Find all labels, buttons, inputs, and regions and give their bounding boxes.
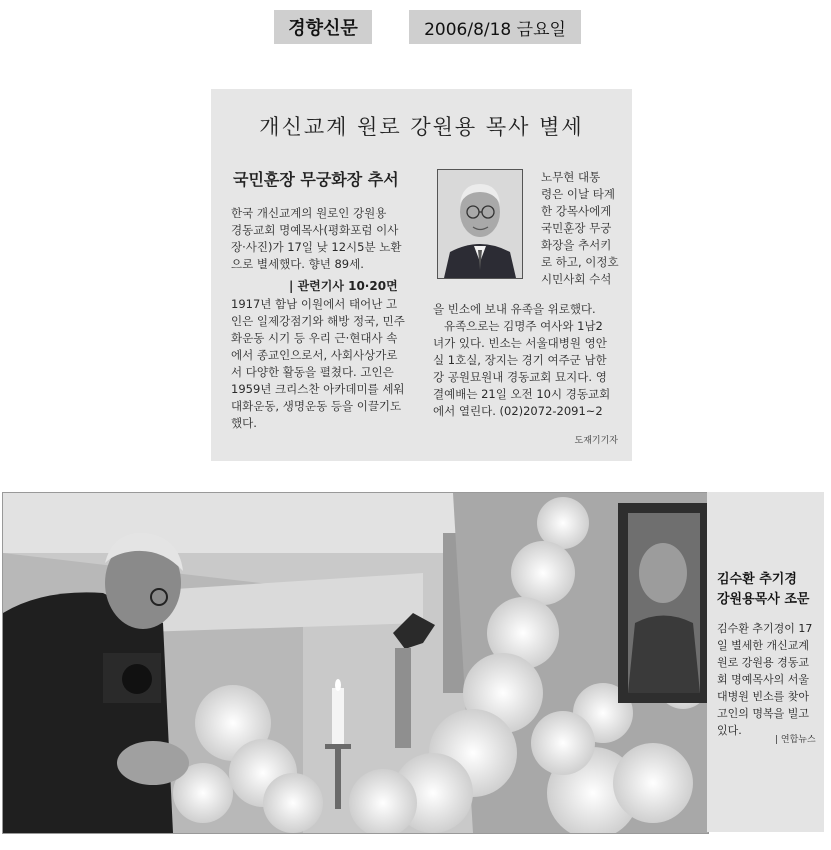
publication-date: 2006/8/18 금요일 — [409, 10, 581, 44]
caption-credit: | 연합뉴스 — [775, 735, 816, 745]
article-byline: 도재기기자 — [574, 436, 618, 446]
article-paragraph-3: 노무현 대통 령은 이날 타계 한 강목사에게 국민훈장 무궁 화장을 추서키 로 하고, 이정호 시민사회 수석 — [541, 170, 619, 286]
caption-title: 김수환 추기경 강원용목사 조문 — [717, 572, 810, 607]
article-paragraph-4: 을 빈소에 보내 유족을 위로했다. 유족으로는 김명주 여사와 1남2 녀가 있다. 빈소는 서울대병원 영안 실 1호실, 장지는 경기 여주군 남한 강 공원묘원내 경동교회 묘지다. 영 결예배는 21일 오전 10시 경동교회 에서 열린다. (02)2072-2091~2 — [433, 302, 611, 418]
article-subhead: 국민훈장 무궁화장 추서 — [233, 170, 399, 189]
portrait-image — [438, 170, 522, 278]
article-paragraph-1: 한국 개신교계의 원로인 강원용 경동교회 명예목사(평화포럼 이사 장·사진)가 17일 낮 12시5분 노환 으로 별세했다. 향년 89세. — [231, 206, 402, 271]
article-clipping — [211, 89, 632, 461]
news-photo — [2, 492, 709, 834]
photo-caption — [707, 492, 824, 832]
caption-body: 김수환 추기경이 17 일 별세한 개신교계 원로 강원용 경동교 회 명예목사의 서울 대병원 빈소를 찾아 고인의 명복을 빌고 있다. — [717, 622, 813, 737]
article-headline: 개신교계 원로 강원용 목사 별세 — [259, 115, 584, 139]
related-article-ref: | 관련기사 10·20면 — [289, 279, 398, 293]
condolence-scene-image — [3, 493, 708, 833]
portrait-photo — [437, 169, 523, 279]
newspaper-name: 경향신문 — [274, 10, 372, 44]
article-paragraph-2: 1917년 함남 이원에서 태어난 고 인은 일제강점기와 해방 정국, 민주 화운동 시기 등 우리 근·현대사 속 에서 종교인으로서, 사회사상가로 서 다양한 활동을 펼쳤다. 고인은 1959년 크리스찬 아카데미를 세워 대화운동, 생명운동 등을 이끌기도 했다. — [231, 297, 405, 430]
